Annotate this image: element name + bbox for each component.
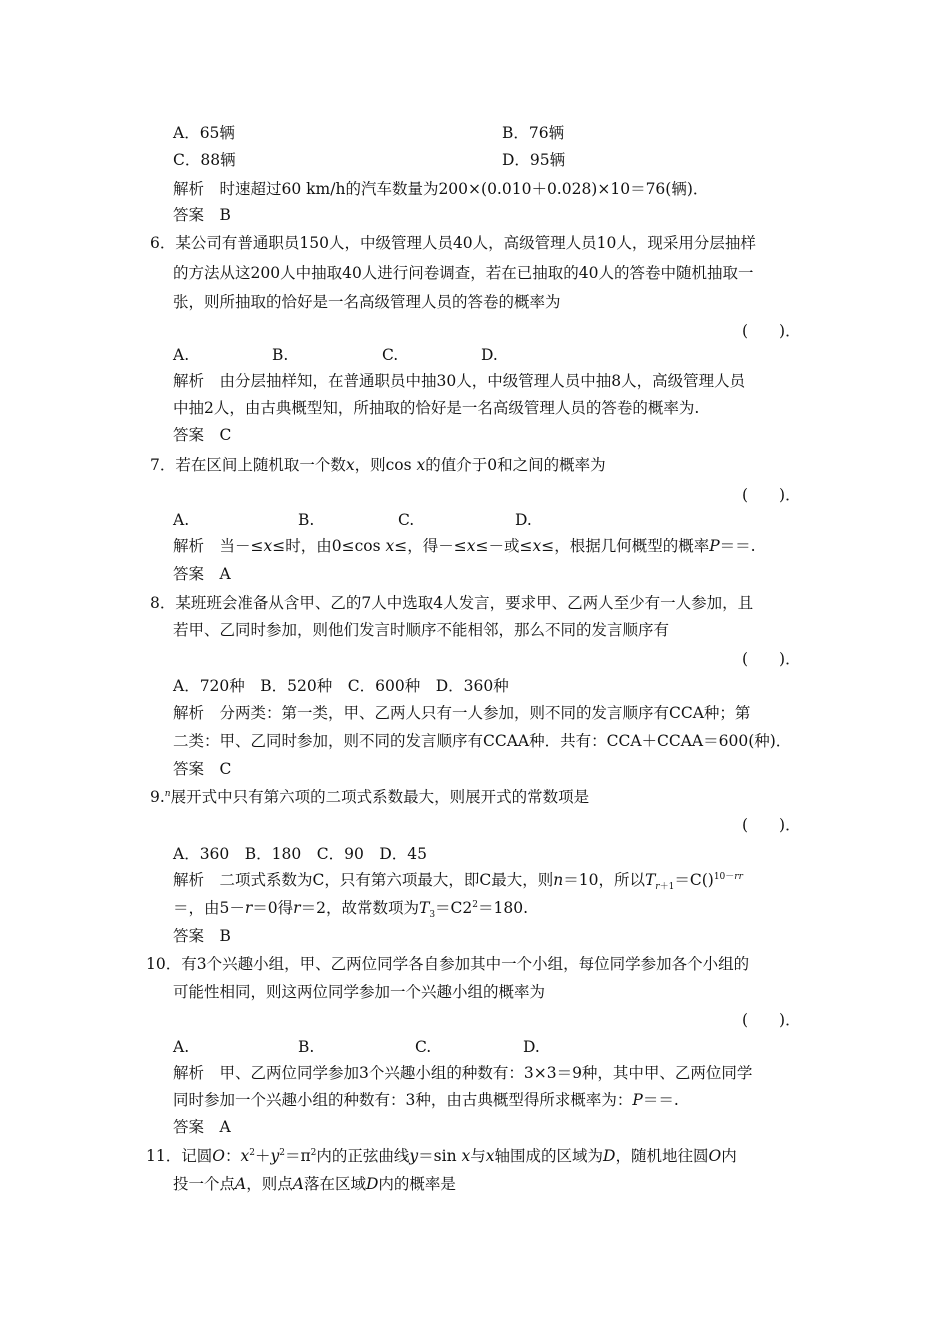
q7-option-c: C. — [398, 511, 415, 529]
q5-answer: 答案 B — [173, 206, 231, 224]
q6-stem-line1: 6．某公司有普通职员150人，中级管理人员40人，高级管理人员10人，现采用分层抽样 — [150, 234, 756, 252]
q6-option-d: D. — [481, 346, 498, 364]
q10-option-c: C. — [415, 1038, 432, 1056]
q9-analysis-line1: 解析 二项式系数为C，只有第六项最大，即C最大，则n＝10，所以$T_{r+1}=C()^{10-rr}$ — [173, 871, 743, 893]
q8-analysis-line1: 解析 分两类：第一类，甲、乙两人只有一人参加，则不同的发言顺序有CCA种；第 — [173, 704, 751, 722]
q5-analysis: 解析 时速超过60 km/h的汽车数量为200×(0.010＋0.028)×10＝76(辆)． — [173, 180, 709, 198]
q10-analysis-line2: 同时参加一个兴趣小组的种数有：3种，由古典概型得所求概率为：P＝＝. — [173, 1091, 679, 1109]
q6-analysis-line1: 解析 由分层抽样知，在普通职员中抽30人，中级管理人员中抽8人，高级管理人员 — [173, 372, 746, 390]
q10-answer: 答案 A — [173, 1118, 231, 1136]
q6-stem-line2: 的方法从这200人中抽取40人进行问卷调查，若在已抽取的40人的答卷中随机抽取一 — [173, 264, 754, 282]
q10-option-d: D. — [523, 1038, 540, 1056]
q9-analysis-line2: ＝，由5－r＝0得r＝2，故常数项为$T_3=C2^2=180$. — [173, 899, 529, 921]
q9-answer: 答案 B — [173, 927, 231, 945]
q8-answer-blank: ( )． — [742, 650, 801, 668]
q7-answer: 答案 A — [173, 565, 231, 583]
q7-analysis: 解析 当－≤x≤时，由0≤cos x≤，得－≤x≤－或≤x≤，根据几何概型的概率P＝＝. — [173, 537, 756, 555]
q6-option-c: C. — [382, 346, 399, 364]
q6-option-b: B. — [272, 346, 289, 364]
q10-option-a: A. — [173, 1038, 190, 1056]
q6-analysis-line2: 中抽2人，由古典概型知，所抽取的恰好是一名高级管理人员的答卷的概率为. — [173, 399, 700, 417]
q8-analysis-line2: 二类：甲、乙同时参加，则不同的发言顺序有CCAA种．共有：CCA＋CCAA＝600(种)． — [173, 732, 792, 750]
q9-options: A．360 B．180 C．90 D．45 — [173, 845, 427, 863]
q7-answer-blank: ( )． — [742, 486, 801, 504]
q10-analysis-line1: 解析 甲、乙两位同学参加3个兴趣小组的种数有：3×3＝9种，其中甲、乙两位同学 — [173, 1064, 753, 1082]
q7-stem-line1: 7．若在区间上随机取一个数x，则cos x的值介于0和之间的概率为 — [150, 456, 606, 474]
q10-answer-blank: ( )． — [742, 1011, 801, 1029]
q6-stem-line3: 张，则所抽取的恰好是一名高级管理人员的答卷的概率为 — [173, 293, 561, 311]
q9-stem-line1: 9.$^n$展开式中只有第六项的二项式系数最大，则展开式的常数项是 — [150, 788, 590, 806]
q8-stem-line2: 若甲、乙同时参加，则他们发言时顺序不能相邻，那么不同的发言顺序有 — [173, 621, 670, 639]
q8-answer: 答案 C — [173, 760, 232, 778]
q5-option-a: A．65辆 — [173, 124, 235, 142]
q10-stem-line1: 10．有3个兴趣小组，甲、乙两位同学各自参加其中一个小组，每位同学参加各个小组的 — [146, 955, 750, 973]
q7-option-a: A. — [173, 511, 190, 529]
q10-stem-line2: 可能性相同，则这两位同学参加一个兴趣小组的概率为 — [173, 983, 546, 1001]
q10-option-b: B. — [298, 1038, 315, 1056]
q5-option-d: D．95辆 — [502, 151, 566, 169]
q6-option-a: A. — [173, 346, 190, 364]
q6-answer: 答案 C — [173, 426, 232, 444]
q9-answer-blank: ( )． — [742, 816, 801, 834]
q7-option-b: B. — [298, 511, 315, 529]
q11-stem-line2: 投一个点A，则点A落在区域D内的概率是 — [173, 1175, 456, 1193]
q8-stem-line1: 8．某班班会准备从含甲、乙的7人中选取4人发言，要求甲、乙两人至少有一人参加，且 — [150, 594, 754, 612]
q5-option-c: C．88辆 — [173, 151, 236, 169]
q11-stem-line1: 11．记圆O：$x^2+y^2=\pi^2$内的正弦曲线y＝sin x与x轴围成的区域为D，随机地往圆O内 — [146, 1147, 737, 1165]
q5-option-b: B．76辆 — [502, 124, 565, 142]
q8-options: A．720种 B．520种 C．600种 D．360种 — [173, 677, 509, 695]
q7-option-d: D. — [515, 511, 532, 529]
q6-answer-blank: ( )． — [742, 322, 801, 340]
